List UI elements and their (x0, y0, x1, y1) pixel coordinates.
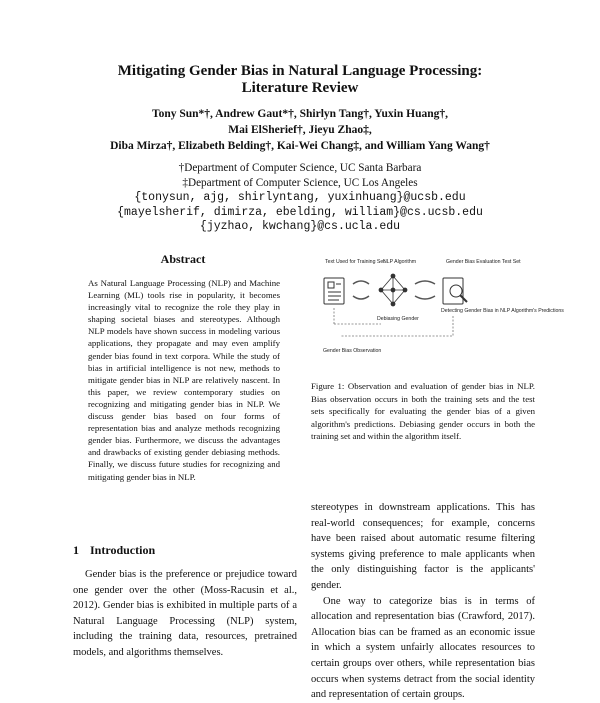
label-evaluation-test-set: Gender Bias Evaluation Test Set (446, 259, 521, 265)
right-column-text (311, 500, 535, 703)
affiliations (0, 161, 600, 235)
affiliation-ucsb: †Department of Computer Science, UC Santa Barbara (178, 162, 422, 174)
paper-title (0, 63, 600, 97)
observation-connector-lines (334, 308, 453, 336)
section-number: 1 (73, 543, 79, 557)
section-heading-introduction (73, 543, 155, 558)
figure-1-caption: Figure 1: Observation and evaluation of gender bias in NLP. Bias observation occurs in both the training sets and the test sets specifically for evaluating the gender bias of a given algorithm's predictions. Debiasing gender occurs in both the training set and within the algorithm itself. (311, 381, 535, 442)
affiliation-ucla: ‡Department of Computer Science, UC Los Angeles (182, 177, 418, 189)
right-paragraph-2: One way to categorize bias is in terms of allocation and representation bias (Crawford, 2017). Allocation bias can be framed as an economic issue in which a system unfairly allocates resources to certain groups over others, while representation bias occurs when systems detract from the social identity and representation of certain groups. (311, 595, 535, 701)
email-cs-ucsb: {mayelsherif, dimirza, ebelding, william}@cs.ucsb.edu (117, 205, 483, 219)
arrow-algorithm-to-testset (415, 281, 435, 299)
email-ucsb: {tonysun, ajg, shirlyntang, yuxinhuang}@ucsb.edu (134, 191, 466, 204)
arrow-training-to-algorithm (353, 281, 369, 299)
abstract-heading: Abstract (160, 252, 206, 266)
label-detecting-bias: Detecting Gender Bias in NLP Algorithm's Predictions (441, 308, 564, 314)
figure-1-diagram (311, 256, 564, 374)
test-set-magnifier-icon (443, 278, 467, 304)
authors-line-3: Diba Mirza†, Elizabeth Belding†, Kai-Wei Chang‡, and William Yang Wang† (110, 140, 490, 152)
title-line-2: Literature Review (241, 80, 359, 96)
label-bias-observation: Gender Bias Observation (323, 348, 382, 354)
label-debiasing-gender: Debiasing Gender (377, 316, 419, 322)
email-ucla: {jyzhao, kwchang}@cs.ucla.edu (199, 220, 401, 233)
abstract-text: As Natural Language Processing (NLP) and Machine Learning (ML) tools rise in popularity, it becomes increasingly vital to recognize the role they play in shaping societal biases and stereotypes. Although NLP models have shown success in modeling various applications, they propagate and may even amplify gender bias found in text corpora. While the study of bias in artificial intelligence is not new, methods to mitigate gender bias in NLP are relatively nascent. In this paper, we review contemporary studies on recognizing and mitigating gender bias in NLP. We discuss gender bias based on four forms of representation bias and analyze methods recognizing gender bias. Furthermore, we discuss the advantages and drawbacks of existing gender debiasing methods. Finally, we discuss future studies for recognizing and mitigating gender bias in NLP. (88, 278, 280, 482)
authors-line-1: Tony Sun*†, Andrew Gaut*†, Shirlyn Tang†, Yuxin Huang†, (151, 108, 449, 120)
authors-line-2: Mai ElSherief†, Jieyu Zhao‡, (228, 124, 372, 136)
introduction-text: Gender bias is the preference or prejudice toward one gender over the other (Moss-Racusin et al., 2012). Gender bias is exhibited in multiple parts of a Natural Language Processing (NLP) system, including the training data, resources, pretrained models, and algorithms themselves. (73, 569, 297, 658)
author-list (0, 106, 600, 154)
section-title: Introduction (90, 543, 156, 557)
nlp-network-icon (379, 274, 407, 306)
label-training-set: Text Used for Training Set (325, 259, 385, 265)
title-line-1: Mitigating Gender Bias in Natural Language Processing: (117, 63, 483, 79)
right-paragraph-1: stereotypes in downstream applications. This has real-world consequences; for example, concerns have been raised about automatic resume filtering systems giving preference to male applicants when the only distinguishing factor is the applicants' gender. (311, 502, 535, 591)
label-nlp-algorithm: NLP Algorithm (383, 259, 417, 265)
training-document-icon (324, 278, 344, 304)
